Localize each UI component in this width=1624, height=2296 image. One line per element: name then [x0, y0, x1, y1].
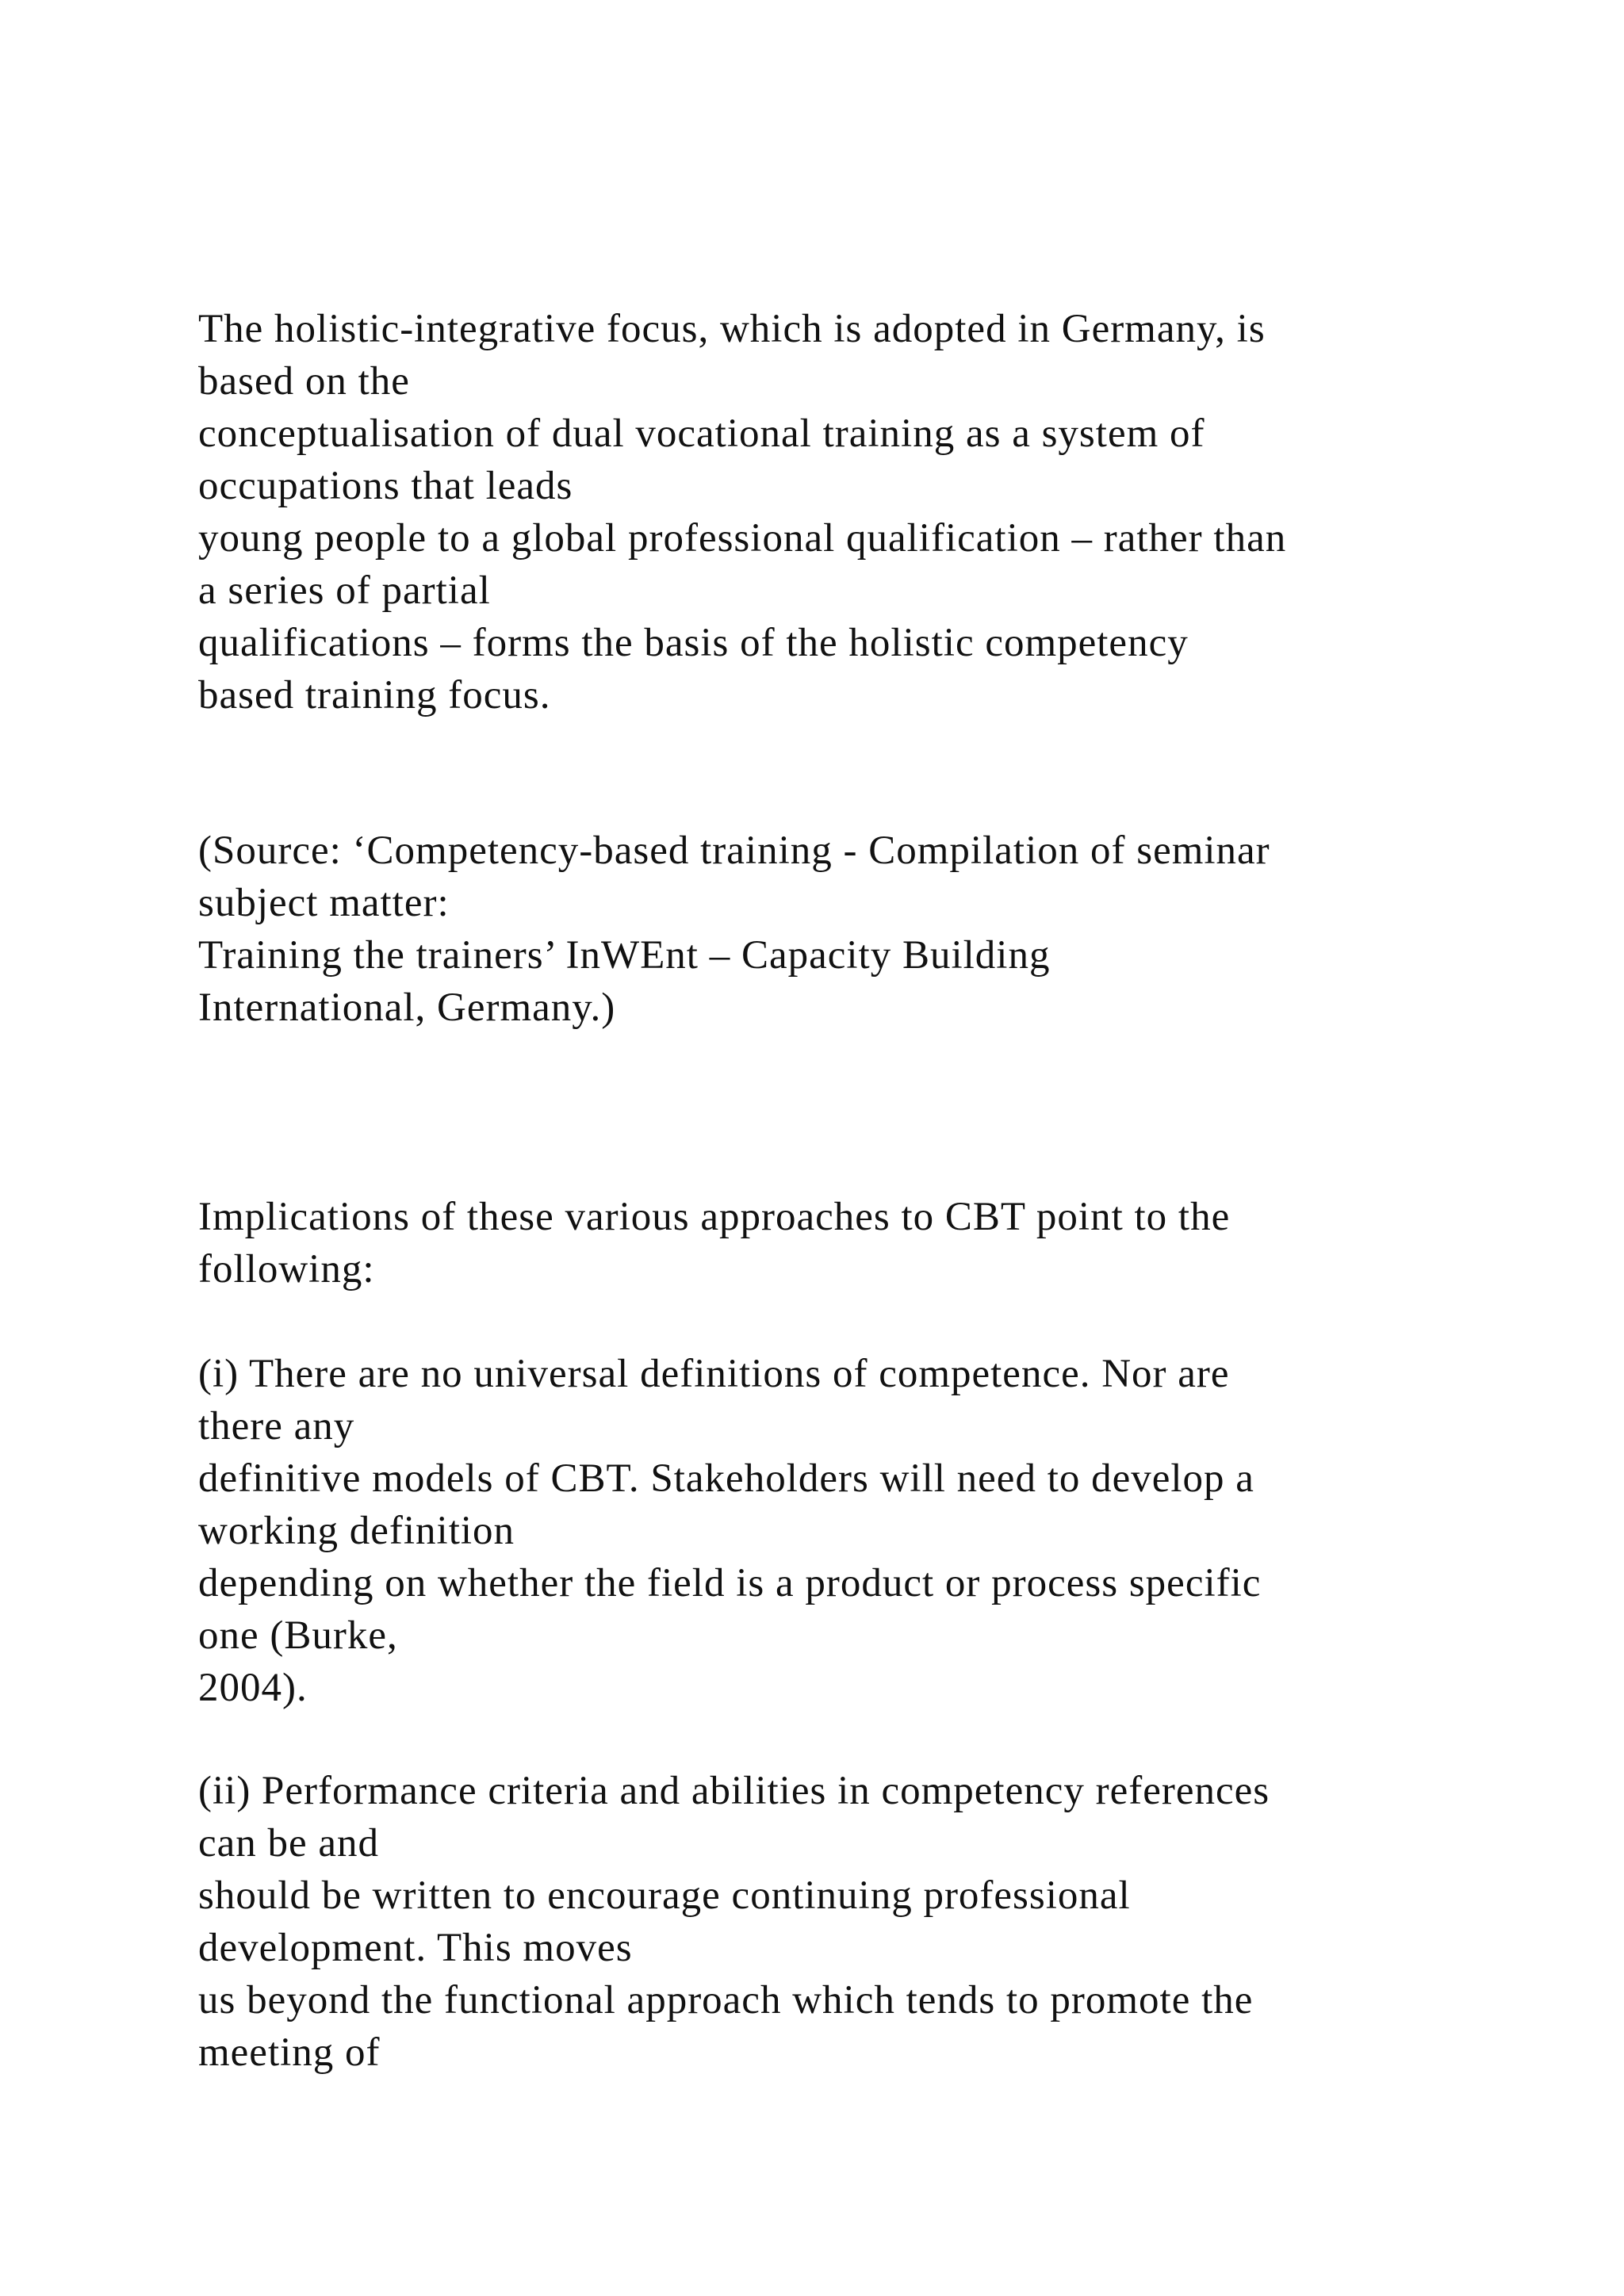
- text-line: based on the: [198, 359, 410, 404]
- list-item-i: [198, 1348, 1546, 1714]
- text-line: (Source: ‘Competency-based training - Compilation of seminar: [198, 828, 1270, 873]
- text-line: conceptualisation of dual vocational training as a system of: [198, 411, 1205, 456]
- text-line: young people to a global professional qualification – rather than: [198, 516, 1287, 561]
- text-line: Training the trainers’ InWEnt – Capacity Building: [198, 933, 1051, 978]
- text-line: qualifications – forms the basis of the holistic competency: [198, 621, 1189, 665]
- list-item-ii: [198, 1765, 1546, 2079]
- text-line: following:: [198, 1247, 375, 1292]
- text-line: meeting of: [198, 2030, 381, 2075]
- paragraph-holistic-focus: [198, 303, 1546, 721]
- text-line: definitive models of CBT. Stakeholders will need to develop a: [198, 1456, 1254, 1501]
- text-line: a series of partial: [198, 568, 491, 613]
- text-line: The holistic-integrative focus, which is adopted in Germany, is: [198, 307, 1266, 351]
- text-line: can be and: [198, 1821, 380, 1866]
- text-line: Implications of these various approaches to CBT point to the: [198, 1195, 1231, 1239]
- text-line: occupations that leads: [198, 464, 573, 508]
- text-line: should be written to encourage continuing professional: [198, 1873, 1131, 1918]
- text-line: us beyond the functional approach which tends to promote the: [198, 1978, 1254, 2022]
- text-line: based training focus.: [198, 673, 551, 718]
- text-line: (ii) Performance criteria and abilities in competency references: [198, 1769, 1270, 1813]
- text-line: (i) There are no universal definitions of competence. Nor are: [198, 1352, 1230, 1396]
- text-line: working definition: [198, 1509, 515, 1553]
- text-line: one (Burke,: [198, 1613, 398, 1658]
- text-line: development. This moves: [198, 1926, 633, 1970]
- text-line: subject matter:: [198, 881, 450, 925]
- text-line: depending on whether the field is a product or process specific: [198, 1561, 1262, 1605]
- text-line: there any: [198, 1404, 355, 1448]
- text-line: 2004).: [198, 1666, 308, 1710]
- paragraph-source-citation: [198, 825, 1546, 1034]
- text-line: International, Germany.): [198, 985, 616, 1030]
- paragraph-implications: [198, 1191, 1546, 1295]
